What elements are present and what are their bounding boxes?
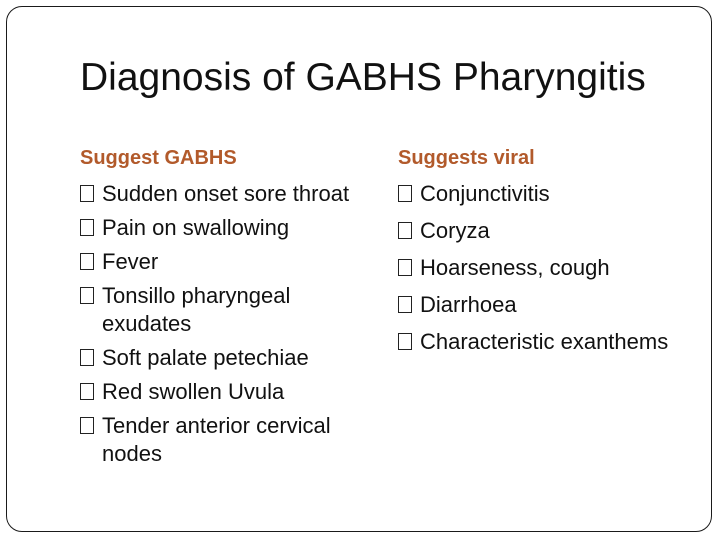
right-column <box>398 144 698 365</box>
list-item-text: Tender anterior cervical nodes <box>102 413 331 466</box>
list-item-text: Sudden onset sore throat <box>102 181 350 206</box>
bullet-box-icon <box>80 383 94 400</box>
list-item <box>80 180 380 208</box>
list-item <box>398 291 698 319</box>
bullet-box-icon <box>398 259 412 276</box>
list-item-text: Tonsillo pharyngeal exudates <box>102 283 291 336</box>
list-item <box>398 217 698 245</box>
left-column <box>80 144 380 474</box>
bullet-box-icon <box>398 222 412 239</box>
list-item-text: Soft palate petechiae <box>102 345 309 370</box>
list-item-text: Characteristic exanthems <box>420 329 669 354</box>
left-list <box>80 180 380 468</box>
list-item <box>80 412 380 468</box>
slide-title: Diagnosis of GABHS Pharyngitis <box>80 56 646 99</box>
bullet-box-icon <box>80 253 94 270</box>
bullet-box-icon <box>398 296 412 313</box>
bullet-box-icon <box>80 287 94 304</box>
left-column-heading: Suggest GABHS <box>80 147 237 169</box>
right-list <box>398 180 698 356</box>
list-item-text: Pain on swallowing <box>102 215 290 240</box>
list-item <box>80 344 380 372</box>
list-item-text: Coryza <box>420 218 490 243</box>
list-item-text: Red swollen Uvula <box>102 379 285 404</box>
list-item <box>398 254 698 282</box>
bullet-box-icon <box>80 219 94 236</box>
list-item <box>398 180 698 208</box>
list-item <box>80 378 380 406</box>
bullet-box-icon <box>80 417 94 434</box>
bullet-box-icon <box>398 185 412 202</box>
list-item-text: Fever <box>102 249 159 274</box>
list-item-text: Hoarseness, cough <box>420 255 610 280</box>
bullet-box-icon <box>80 185 94 202</box>
list-item <box>80 214 380 242</box>
list-item <box>80 248 380 276</box>
right-column-heading: Suggests viral <box>398 147 535 169</box>
list-item-text: Conjunctivitis <box>420 181 550 206</box>
list-item <box>80 282 380 338</box>
bullet-box-icon <box>398 333 412 350</box>
list-item <box>398 328 698 356</box>
list-item-text: Diarrhoea <box>420 292 517 317</box>
bullet-box-icon <box>80 349 94 366</box>
